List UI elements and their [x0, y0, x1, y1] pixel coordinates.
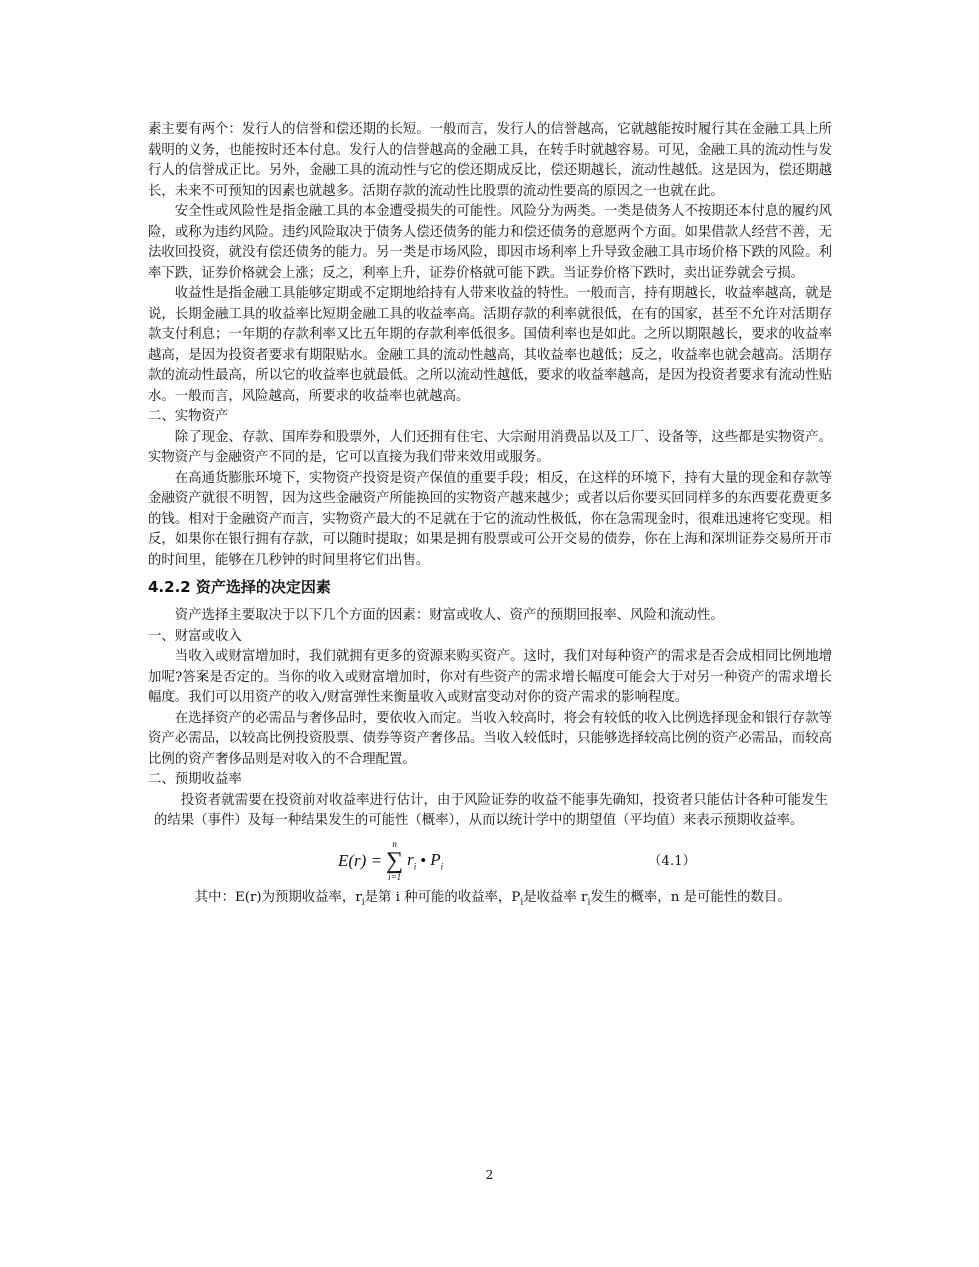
paragraph: 当收入或财富增加时，我们就拥有更多的资源来购买资产。这时，我们对每种资产的需求是否会成相同比例地增加呢?答案是否定的。当你的收入或财富增加时，你对有些资产的需求增长幅度可能会大于对另一种资产的需求增长幅度。我们可以用资产的收入/财富弹性来衡量收入或财富变动对你的资产需求的影响程度。	[148, 649, 832, 705]
term-p: $P_i$	[430, 849, 444, 872]
page-content	[148, 120, 832, 913]
mid-paragraphs	[148, 606, 832, 832]
term-r: $r_i$	[407, 849, 417, 872]
sum-upper-limit: n	[392, 838, 397, 849]
paragraph: 在高通货膨胀环境下，实物资产投资是资产保值的重要手段；相反，在这样的环境下，持有大量的现金和存款等金融资产就很不明智，因为这些金融资产所能换回的实物资产越来越少；或者以后你要买回同样多的东西要花费更多的钱。相对于金融资产而言，实物资产最大的不足就在于它的流动性极低，你在急需现金时，很难迅速将它变现。相反，如果你在银行拥有存款，可以随时提取；如果是拥有股票或可公开交易的债券，你在上海和深圳证券交易所开市的时间里，能够在几秒钟的时间里将它们出售。	[148, 470, 832, 568]
paragraph: 投资者就需要在投资前对收益率进行估计，由于风险证券的收益不能事先确知，投资者只能估计各种可能发生的结果（事件）及每一种结果发生的可能性（概率），从而以统计学中的期望值（平均值）来表示预期收益率。	[154, 792, 828, 828]
subheading: 二、实物资产	[148, 409, 229, 424]
dot-operator: •	[420, 850, 427, 870]
paragraph: 安全性或风险性是指金融工具的本金遭受损失的可能性。风险分为两类。一类是债务人不按期还本付息的履约风险，或称为违约风险。违约风险取决于债务人偿还债务的能力和偿还债务的意愿两个方面。如果借款人经营不善，无法收回投资，就没有偿还债务的能力。另一类是市场风险，即因市场利率上升导致金融工具市场价格下跌的风险。利率下跌，证券价格就会上涨；反之，利率上升，证券价格就可能下跌。当证券价格下跌时，卖出证券就会亏损。	[148, 204, 832, 281]
section-heading: 4.2.2 资产选择的决定因素	[148, 578, 331, 596]
formula-explanation: 其中：E(r)为预期收益率，$r_i$是第 i 种可能的收益率，$P_i$是收益率 $r_i$发生的概率，n 是可能性的数目。	[194, 889, 791, 908]
formula-expression	[338, 838, 443, 884]
formula-number: （4.1）	[648, 853, 697, 869]
summation	[386, 840, 403, 882]
paragraph: 素主要有两个：发行人的信誉和偿还期的长短。一般而言，发行人的信誉越高，它就越能按时履行其在金融工具上所载明的义务，也能按时还本付息。发行人的信誉越高的金融工具，在转手时就越容易。可见，金融工具的流动性与发行人的信誉成正比。另外，金融工具的流动性与它的偿还期成反比，偿还期越长，流动性越低。这是因为，偿还期越长，未来不可预知的因素也就越多。活期存款的流动性比股票的流动性要高的原因之一也就在此。	[148, 122, 832, 199]
paragraph: 收益性是指金融工具能够定期或不定期地给持有人带来收益的特性。一般而言，持有期越长，收益率越高，就是说，长期金融工具的收益率比短期金融工具的收益率高。活期存款的利率就很低，在有的国家，甚至不允许对活期存款支付利息；一年期的存款利率又比五年期的存款利率低很多。国债利率也是如此。之所以期限越长，要求的收益率越高，是因为投资者要求有期限贴水。金融工具的流动性越高，其收益率也越低；反之，收益率也就会越高。活期存款的流动性最高，所以它的收益率也就最低。之所以流动性越低，要求的收益率越高，是因为投资者要求有流动性贴水。一般而言，风险越高，所要求的收益率也就越高。	[148, 286, 832, 404]
top-paragraphs	[148, 120, 832, 571]
subheading: 一、财富或收入	[148, 628, 242, 644]
paragraph: 资产选择主要取决于以下几个方面的因素：财富或收人、资产的预期回报率、风险和流动性。	[174, 608, 724, 623]
paragraph: 除了现金、存款、国库券和股票外，人们还拥有住宅、大宗耐用消费品以及工厂、设备等，这些都是实物资产。实物资产与金融资产不同的是，它可以直接为我们带来效用或服务。	[148, 429, 832, 465]
page-number: 2	[485, 1168, 494, 1182]
paragraph: 在选择资产的必需品与奢侈品时，要依收入而定。当收入较高时，将会有较低的收入比例选择现金和银行存款等资产必需品，以较高比例投资股票、债券等资产奢侈品。当收入较低时，只能够选择较高比例的资产必需品，而较高比例的资产奢侈品则是对收入的不合理配置。	[148, 710, 832, 767]
sum-symbol: ∑	[386, 847, 404, 874]
sum-lower-limit: i=1	[388, 871, 402, 882]
expected-return-formula	[148, 836, 832, 886]
formula-lhs: E(r) =	[338, 850, 383, 870]
subheading: 二、预期收益率	[148, 772, 242, 787]
